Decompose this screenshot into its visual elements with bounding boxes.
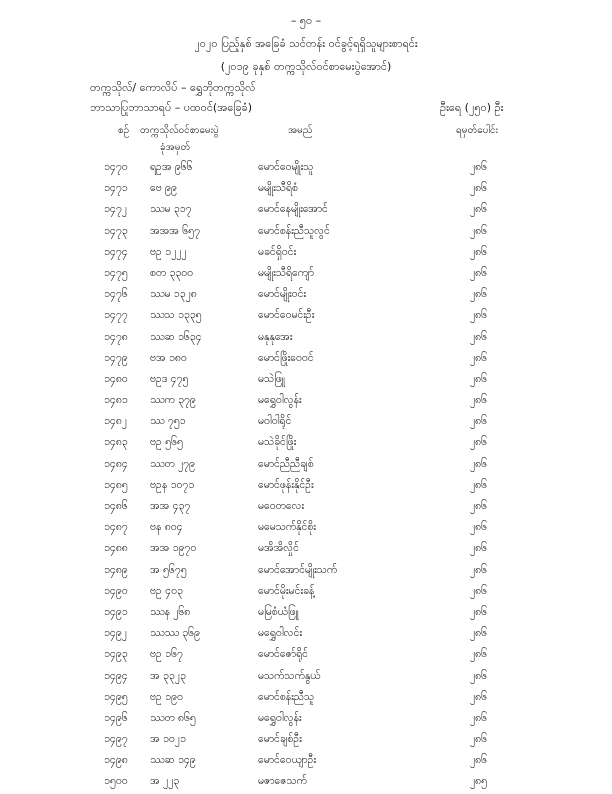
row-number: ၁၄၉၁ — [104, 605, 128, 618]
table-row — [0, 433, 612, 454]
table-row — [0, 688, 612, 709]
roll-number: ဿတ ၈၆၅ — [150, 711, 196, 724]
table-row — [0, 751, 612, 772]
table-row — [0, 476, 612, 497]
total-score: ၂၈၆ — [470, 521, 488, 534]
roll-number: ဗဥ ၅၆၅ — [150, 436, 183, 449]
total-score: ၂၈၆ — [470, 627, 488, 640]
student-name: မောင်ဖုန်းနိုင်ဦး — [258, 478, 314, 491]
roll-number: ဿသ ၁၃၃၅ — [150, 309, 202, 322]
row-number: ၁၄၈၆ — [104, 500, 128, 512]
roll-number: ဗဥန ၁၀၇၁ — [150, 478, 195, 491]
roll-number: ဿဆ ၁၆၃၄ — [150, 330, 202, 343]
intake-count: ဦးရေ (၂၅၀) ဦး — [440, 101, 504, 114]
row-number: ၁၄၈၉ — [104, 563, 128, 576]
roll-number: ဿမ ၃၁၇ — [150, 203, 192, 216]
student-name: မသက်သက်နွယ် — [258, 669, 321, 682]
student-name: မအိအိလှိုင် — [258, 542, 299, 555]
student-name: မမျိုးသီရိစံ — [258, 182, 298, 195]
student-list — [0, 158, 612, 794]
roll-number: ဿက ၃၇၉ — [150, 394, 196, 407]
row-number: ၁၄၈၈ — [104, 542, 128, 555]
student-name: မောင်စန်းညီသူ — [258, 690, 315, 703]
total-score: ၂၈၅ — [470, 775, 488, 788]
table-row — [0, 667, 612, 688]
student-name: မောင်မိုးမင်းခန့် — [258, 584, 315, 597]
student-name: မမျိုးသီရိကျော် — [258, 266, 314, 279]
student-name: မောင်ညီညီချစ် — [258, 457, 314, 470]
roll-number: ဗဥ ၄၀၃ — [150, 584, 183, 597]
student-name: မသဲဖြူ — [258, 372, 285, 385]
roll-number: ဗအ ၁၈၀ — [150, 351, 187, 364]
table-row — [0, 328, 612, 349]
table-row — [0, 561, 612, 582]
student-name: မဝါဝါရိုင် — [258, 415, 292, 428]
row-number: ၁၄၈၇ — [104, 521, 128, 534]
roll-number: ဗဥ ၁၆၇ — [150, 648, 183, 661]
roll-number: အ ၃၃၂၃ — [150, 669, 186, 682]
header-roll-line1: တက္ကသိုလ်ဝင်စာမေးပွဲ — [140, 125, 219, 136]
table-row — [0, 772, 612, 793]
total-score: ၂၈၆ — [470, 266, 488, 279]
roll-number: စတ ၃၃၀၀ — [150, 266, 194, 279]
row-number: ၁၄၇၂ — [104, 203, 127, 216]
row-number: ၁၄၇၆ — [104, 288, 128, 301]
total-score: ၂၈၆ — [470, 351, 488, 364]
roll-number: ဿ ၇၅၁ — [150, 415, 186, 428]
header-score: ရမှတ်ပေါင်း — [456, 125, 499, 136]
total-score: ၂၈၆ — [470, 457, 488, 470]
student-name: မနုနုအေး — [258, 330, 293, 343]
table-row — [0, 391, 612, 412]
row-number: ၁၄၇၇ — [104, 309, 128, 322]
student-name: မောင်ဖြိုးဝေဝင် — [258, 351, 314, 364]
total-score: ၂၈၆ — [470, 711, 488, 724]
roll-number: ဗေ ၉၉ — [150, 182, 177, 195]
student-name: မသဲခိုင်ဖြိုး — [258, 436, 297, 449]
header-roll-line2: ခုံအမှတ် — [160, 142, 191, 153]
total-score: ၂၈၆ — [470, 372, 488, 385]
row-number: ၁၅၀၀ — [104, 775, 128, 788]
total-score: ၂၈၆ — [470, 245, 488, 258]
total-score: ၂၈၆ — [470, 288, 488, 301]
row-number: ၁၄၈၄ — [104, 457, 128, 470]
total-score: ၂၈၆ — [470, 563, 488, 576]
roll-number: ဗဥဒ ၄၇၅ — [150, 372, 189, 385]
student-name: မောင်နေမျိုးအောင် — [258, 203, 328, 216]
row-number: ၁၄၈၀ — [104, 372, 128, 385]
row-number: ၁၄၇၅ — [104, 266, 128, 279]
row-number: ၁၄၇၉ — [104, 351, 128, 364]
table-row — [0, 179, 612, 200]
table-row — [0, 158, 612, 179]
roll-number: ဿန ၂၆၈ — [150, 605, 191, 618]
roll-number: ဗန ၈၀၄ — [150, 521, 183, 534]
total-score: ၂၈၆ — [470, 161, 488, 173]
roll-number: အအအ ၆၅၇ — [150, 224, 200, 237]
roll-number: အအ ၁၉၇၀ — [150, 542, 197, 555]
student-name: မခင်ရှိဝင်း — [258, 245, 297, 258]
roll-number: ဿတ ၂၇၉ — [150, 457, 195, 470]
roll-number: ဿမ ၁၃၂၈ — [150, 288, 197, 301]
student-name: မောင်ဝေမျိုးသူ — [258, 161, 314, 173]
row-number: ၁၄၇၈ — [104, 330, 128, 343]
table-row — [0, 709, 612, 730]
row-number: ၁၄၇၁ — [104, 182, 128, 195]
table-row — [0, 349, 612, 370]
table-row — [0, 222, 612, 243]
roll-number: ရဥအ ၉၆၆ — [150, 161, 193, 173]
subject-label: ဘာသာပြုဘာသာရပ် – ပထဝင်(အခြေခံ) — [90, 101, 253, 114]
total-score: ၂၈၆ — [470, 584, 488, 597]
roll-number: ဿဆ ၁၄၉ — [150, 754, 196, 767]
row-number: ၁၄၇၄ — [104, 245, 128, 258]
roll-number: ဿဿ ၃၆၉ — [150, 627, 200, 640]
roll-number: ဗဥ ၁၂၂၂ — [150, 245, 187, 258]
university-label: တက္ကသိုလ်/ ကောလိပ် – ရွှေဘိုတက္ကသိုလ် — [90, 81, 256, 94]
roll-number: အ ၅၆၇၅ — [150, 563, 187, 576]
roll-number: အအ ၄၃၇ — [150, 500, 191, 512]
row-number: ၁၄၉၈ — [104, 754, 128, 767]
table-row — [0, 539, 612, 560]
total-score: ၂၈၆ — [470, 309, 488, 322]
student-name: မောင်ဝေမင်းဦး — [258, 309, 315, 322]
student-name: မရွှေဝါလွန်း — [258, 711, 302, 724]
student-name: မောင်အောင်မျိုးသက် — [258, 563, 338, 576]
table-row — [0, 243, 612, 264]
table-row — [0, 518, 612, 539]
total-score: ၂၈၆ — [470, 605, 488, 618]
table-row — [0, 497, 612, 518]
row-number: ၁၄၇၃ — [104, 224, 128, 237]
table-row — [0, 603, 612, 624]
total-score: ၂၈၆ — [470, 394, 488, 407]
header-no: စဉ် — [118, 125, 130, 136]
table-row — [0, 730, 612, 751]
total-score: ၂၈၆ — [470, 224, 488, 237]
document-subtitle: (၂၀၁၉ ခုနှစ် တက္ကသိုလ်ဝင်စာမေးပွဲအောင်) — [220, 60, 392, 73]
student-name: မဝေတလေး — [258, 500, 305, 512]
roll-number: ဗဥ ၁၉၀ — [150, 690, 183, 703]
student-name: မရွှေဝါလွန်း — [258, 394, 302, 407]
total-score: ၂၈၆ — [470, 690, 488, 703]
student-name: မောင်ဇော်ရိုင် — [258, 648, 308, 661]
row-number: ၁၄၈၅ — [104, 478, 128, 491]
document-title: ၂၀၂၀ ပြည့်နှစ် အခြေခံ သင်တန်း ဝင်ခွင့်ရရှိသူများစာရင်း — [194, 37, 418, 50]
row-number: ၁၄၇၀ — [104, 161, 128, 173]
table-row — [0, 624, 612, 645]
header-name: အမည် — [288, 125, 313, 136]
total-score: ၂၈၆ — [470, 648, 488, 661]
total-score: ၂၈၆ — [470, 436, 488, 449]
row-number: ၁၄၉၃ — [104, 648, 128, 661]
total-score: ၂၈၆ — [470, 182, 488, 195]
page-number: – ၅၀ – — [290, 14, 322, 27]
total-score: ၂၈၆ — [470, 415, 488, 428]
table-row — [0, 645, 612, 666]
row-number: ၁၄၈၂ — [104, 415, 127, 428]
total-score: ၂၈၆ — [470, 669, 488, 682]
student-name: မဇာဇေသက် — [258, 775, 307, 788]
total-score: ၂၈၆ — [470, 203, 488, 216]
row-number: ၁၄၉၄ — [104, 669, 128, 682]
student-name: မောင်စန်းညီသူလွင် — [258, 224, 330, 237]
total-score: ၂၈၆ — [470, 754, 488, 767]
row-number: ၁၄၉၇ — [104, 733, 128, 746]
student-name: မမေသက်နိုင်စိုး — [258, 521, 316, 534]
row-number: ၁၄၉၀ — [104, 584, 128, 597]
table-row — [0, 306, 612, 327]
row-number: ၁၄၈၁ — [104, 394, 128, 407]
student-name: မရွှေဝါလင်း — [258, 627, 302, 640]
table-row — [0, 264, 612, 285]
table-row — [0, 370, 612, 391]
total-score: ၂၈၆ — [470, 500, 488, 512]
row-number: ၁၄၉၅ — [104, 690, 128, 703]
table-row — [0, 582, 612, 603]
student-name: မောင်ချစ်ဦး — [258, 733, 302, 746]
total-score: ၂၈၆ — [470, 478, 488, 491]
roll-number: အ ၁၀၂၁ — [150, 733, 186, 746]
table-row — [0, 285, 612, 306]
roll-number: အ ၂၂၃ — [150, 775, 180, 788]
total-score: ၂၈၆ — [470, 330, 488, 343]
row-number: ၁၄၉၂ — [104, 627, 127, 640]
student-name: မောင်မျိုးဝင်း — [258, 288, 307, 301]
table-row — [0, 200, 612, 221]
table-row — [0, 412, 612, 433]
student-name: မမြစံယံဖြူ — [258, 605, 299, 618]
row-number: ၁၄၈၃ — [104, 436, 128, 449]
total-score: ၂၈၆ — [470, 542, 488, 555]
table-row — [0, 455, 612, 476]
student-name: မောင်ဝေယျာဦး — [258, 754, 317, 767]
total-score: ၂၈၆ — [470, 733, 488, 746]
row-number: ၁၄၉၆ — [104, 711, 128, 724]
